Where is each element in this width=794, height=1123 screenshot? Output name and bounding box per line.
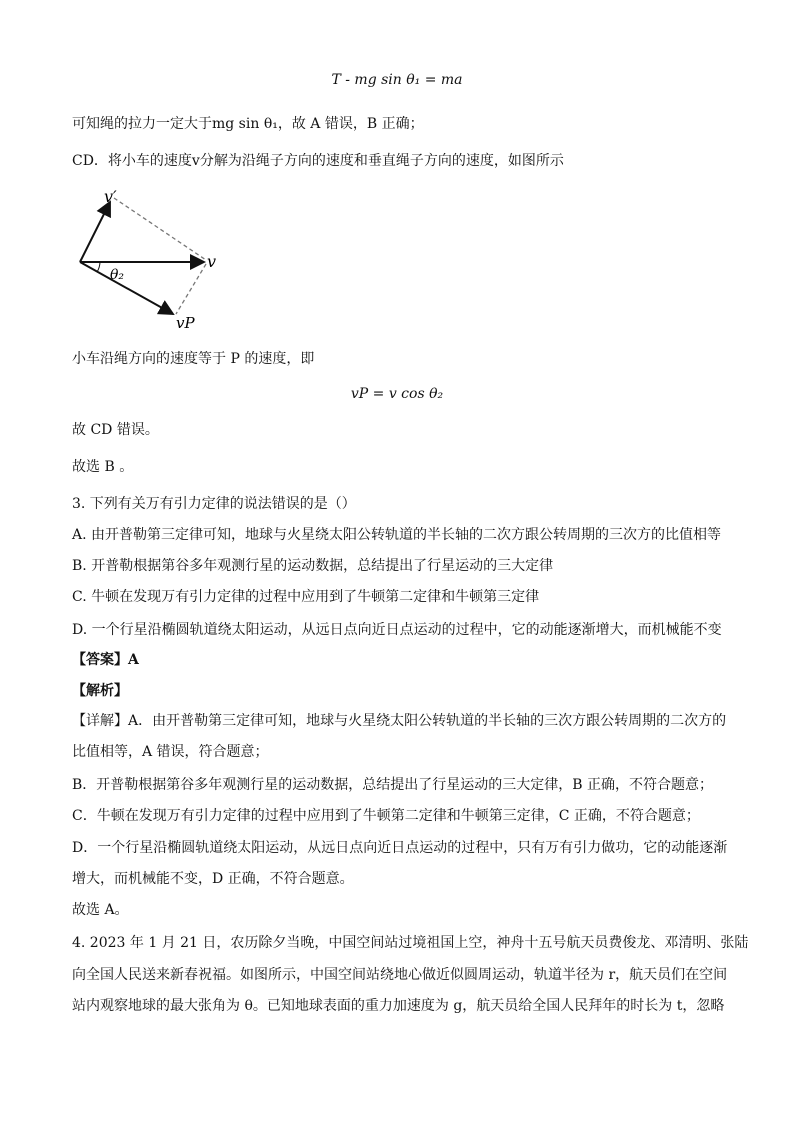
detail-d-line1: D．一个行星沿椭圆轨道绕太阳运动，从远日点向近日点运动的过程中，只有万有引力做功，它的动能逐渐 <box>72 840 728 856</box>
paragraph-velocity-decomposition: CD．将小车的速度v分解为沿绳子方向的速度和垂直绳子方向的速度，如图所示 <box>72 153 564 169</box>
question-3-option-a: A. 由开普勒第三定律可知，地球与火星绕太阳公转轨道的半长轴的二次方跟公转周期的三次方的比值相等 <box>72 527 722 543</box>
paragraph-vp-equal: 小车沿绳方向的速度等于 P 的速度，即 <box>72 351 315 367</box>
question-4-line3: 站内观察地球的最大张角为 θ。已知地球表面的重力加速度为 g，航天员给全国人民拜年的时长为 t，忽略 <box>72 998 725 1014</box>
paragraph-tension-conclusion: 可知绳的拉力一定大于mg sin θ₁，故 A 错误，B 正确； <box>72 116 424 132</box>
detail-a-line1: 【详解】A．由开普勒第三定律可知，地球与火星绕太阳公转轨道的半长轴的三次方跟公转周期的二次方的 <box>72 713 727 729</box>
detail-b: B．开普勒根据第谷多年观测行星的运动数据，总结提出了行星运动的三大定律，B 正确，不符合题意； <box>72 777 714 793</box>
label-v: v <box>207 252 217 271</box>
question-3-option-c: C. 牛顿在发现万有引力定律的过程中应用到了牛顿第二定律和牛顿第三定律 <box>72 589 540 605</box>
detail-c: C．牛顿在发现万有引力定律的过程中应用到了牛顿第二定律和牛顿第三定律，C 正确，不符合题意； <box>72 808 700 824</box>
paragraph-choose-b: 故选 B 。 <box>72 459 134 475</box>
label-theta2: θ₂ <box>110 267 125 283</box>
question-3-option-b: B. 开普勒根据第谷多年观测行星的运动数据，总结提出了行星运动的三大定律 <box>72 558 554 574</box>
question-4-line1: 4. 2023 年 1 月 21 日，农历除夕当晚，中国空间站过境祖国上空，神舟十五号航天员费俊龙、邓清明、张陆 <box>72 935 749 951</box>
angle-arc <box>97 262 100 272</box>
equation-tension: T - mg sin θ₁ = ma <box>331 72 463 88</box>
question-4-line2: 向全国人民送来新春祝福。如图所示，中国空间站绕地心做近似圆周运动，轨道半径为 r，航天员们在空间 <box>72 967 728 983</box>
answer-label: 【答案】A <box>72 652 139 668</box>
dashed-line-upper <box>114 198 206 260</box>
velocity-decomposition-diagram <box>70 180 240 340</box>
analysis-label: 【解析】 <box>72 683 128 699</box>
vector-v-prime <box>80 202 110 262</box>
label-vp: vP <box>176 314 195 332</box>
question-3-option-d: D. 一个行星沿椭圆轨道绕太阳运动，从远日点向近日点运动的过程中，它的动能逐渐增大，而机械能不变 <box>72 622 722 638</box>
question-3-stem: 3. 下列有关万有引力定律的说法错误的是（） <box>72 496 356 512</box>
label-v-prime: v′ <box>104 187 117 206</box>
equation-vp: vP = v cos θ₂ <box>350 386 444 402</box>
paragraph-cd-wrong: 故 CD 错误。 <box>72 422 159 438</box>
detail-a-line2: 比值相等，A 错误，符合题意； <box>72 744 269 760</box>
dashed-line-lower <box>176 264 206 314</box>
detail-d-line2: 增大，而机械能不变，D 正确，不符合题意。 <box>72 871 354 887</box>
detail-choose-a: 故选 A。 <box>72 902 129 918</box>
vector-vp <box>80 262 173 314</box>
